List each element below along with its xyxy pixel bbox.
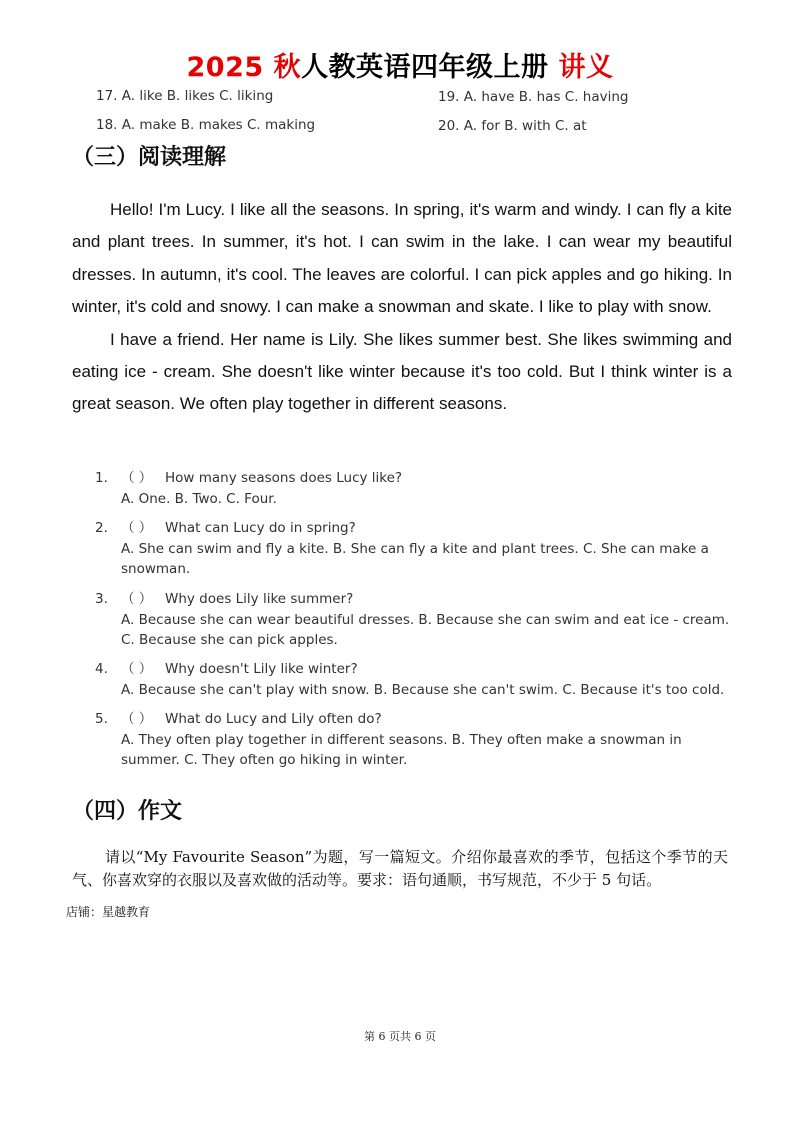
page-title	[0, 48, 800, 88]
title-year: 2025 秋	[186, 52, 302, 83]
title-course: 人教英语四年级上册	[301, 52, 549, 83]
choice-20	[438, 118, 587, 134]
answer-blank[interactable]: （ ）	[121, 520, 153, 536]
choice-options: A. like B. likes C. liking	[121, 88, 274, 104]
choice-number: 19.	[438, 89, 460, 105]
title-handout: 讲义	[558, 52, 614, 83]
question-options: A. They often play together in different seasons. B. They often make a snowman in summer. C. They often go hiking in winter.	[121, 731, 682, 768]
question-number: 5.	[95, 711, 108, 727]
question-number: 4.	[95, 661, 108, 677]
choice-number: 18.	[96, 117, 118, 133]
passage-paragraph: I have a friend. Her name is Lily. She likes summer best. She likes swimming and eating ice - cream. She doesn't like winter because it's too cold. But I think winter is a great season. We often play together in different seasons.	[72, 329, 732, 414]
answer-blank[interactable]: （ ）	[121, 470, 153, 486]
passage-paragraph: Hello! I'm Lucy. I like all the seasons. In spring, it's warm and windy. I can fly a kite and plant trees. In summer, it's hot. I can swim in the lake. I can wear my beautiful dresses. In autumn, it's cool. The leaves are colorful. I can pick apples and go hiking. In winter, it's cold and snowy. I can make a snowman and skate. I like to play with snow.	[72, 200, 732, 317]
reading-passage	[72, 194, 732, 421]
writing-prompt: 请以“My Favourite Season”为题，写一篇短文。介绍你最喜欢的季节，包括这个季节的天气、你喜欢穿的衣服以及喜欢做的活动等。要求：语句通顺，书写规范，不少于 5 句话。	[72, 848, 728, 889]
question-options: A. She can swim and fly a kite. B. She can fly a kite and plant trees. C. She can make a snowman.	[121, 540, 709, 577]
question-number: 2.	[95, 520, 108, 536]
choice-options: A. make B. makes C. making	[121, 117, 316, 133]
choice-19	[438, 89, 628, 105]
question-text: How many seasons does Lucy like?	[165, 470, 403, 486]
question-5	[95, 709, 735, 771]
choice-options: A. have B. has C. having	[463, 89, 629, 105]
answer-blank[interactable]: （ ）	[121, 711, 153, 727]
choice-17	[96, 88, 273, 104]
choice-number: 20.	[438, 118, 460, 134]
question-text: Why doesn't Lily like winter?	[165, 661, 358, 677]
question-options: A. One. B. Two. C. Four.	[121, 490, 277, 507]
reading-heading: （三）阅读理解	[72, 145, 227, 170]
shop-label: 店铺：星越教育	[66, 905, 151, 919]
question-text: What do Lucy and Lily often do?	[165, 711, 382, 727]
question-number: 1.	[95, 470, 108, 486]
choice-18	[96, 117, 315, 133]
choice-number: 17.	[96, 88, 118, 104]
page-footer: 第 6 页共 6 页	[364, 1030, 436, 1043]
question-number: 3.	[95, 591, 108, 607]
question-1	[95, 468, 735, 509]
choice-options: A. for B. with C. at	[463, 118, 587, 134]
question-options: A. Because she can't play with snow. B. Because she can't swim. C. Because it's too cold.	[121, 681, 725, 698]
question-2	[95, 518, 735, 580]
writing-heading: （四）作文	[72, 799, 183, 824]
question-3	[95, 589, 735, 651]
answer-blank[interactable]: （ ）	[121, 661, 153, 677]
question-options: A. Because she can wear beautiful dresses. B. Because she can swim and eat ice - cream. C. Because she can pick apples.	[121, 611, 730, 648]
answer-blank[interactable]: （ ）	[121, 591, 153, 607]
question-text: What can Lucy do in spring?	[165, 520, 356, 536]
question-text: Why does Lily like summer?	[165, 591, 354, 607]
question-4	[95, 659, 735, 700]
